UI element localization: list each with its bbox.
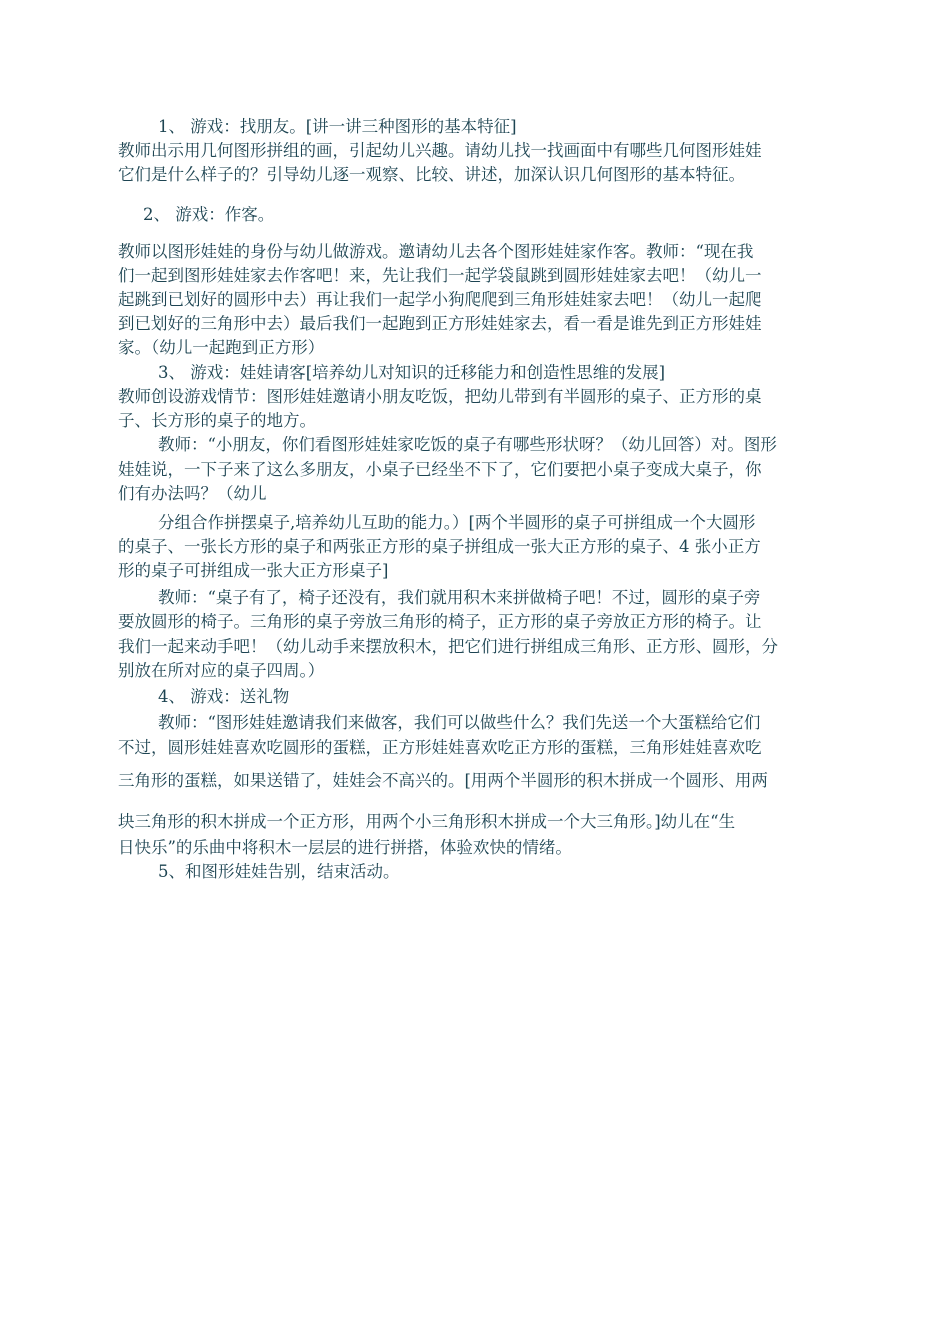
- paragraph-line: 起跳到已划好的圆形中去）再让我们一起学小狗爬爬到三角形娃娃家去吧！（幼儿一起爬: [118, 290, 762, 309]
- paragraph-line: 三角形的蛋糕，如果送错了，娃娃会不高兴的。[用两个半圆形的积木拼成一个圆形、用两: [118, 771, 768, 790]
- paragraph-line: 块三角形的积木拼成一个正方形，用两个小三角形积木拼成一个大三角形。]幼儿在“生: [118, 812, 736, 831]
- paragraph-line: 形的桌子可拼组成一张大正方形桌子]: [118, 561, 389, 580]
- paragraph-line: 子、长方形的桌子的地方。: [118, 411, 316, 430]
- paragraph-line: 要放圆形的椅子。三角形的桌子旁放三角形的椅子，正方形的桌子旁放正方形的椅子。让: [118, 612, 762, 631]
- paragraph-line: 们有办法吗？（幼儿: [118, 484, 267, 503]
- paragraph-line: 我们一起来动手吧！（幼儿动手来摆放积木，把它们进行拼组成三角形、正方形、圆形，分: [118, 637, 778, 656]
- paragraph-line: 教师创设游戏情节：图形娃娃邀请小朋友吃饭，把幼儿带到有半圆形的桌子、正方形的桌: [118, 387, 762, 406]
- paragraph-line: 的桌子、一张长方形的桌子和两张正方形的桌子拼组成一张大正方形的桌子、4 张小正方: [118, 537, 761, 556]
- section-1-heading: 1、 游戏：找朋友。[讲一讲三种图形的基本特征]: [158, 117, 517, 136]
- paragraph-line: 教师：“图形娃娃邀请我们来做客，我们可以做些什么？我们先送一个大蛋糕给它们: [158, 713, 761, 732]
- paragraph-line: 它们是什么样子的？引导幼儿逐一观察、比较、讲述，加深认识几何图形的基本特征。: [118, 165, 745, 184]
- paragraph-line: 教师：“小朋友，你们看图形娃娃家吃饭的桌子有哪些形状呀？（幼儿回答）对。图形: [158, 435, 777, 454]
- paragraph-line: 到已划好的三角形中去）最后我们一起跑到正方形娃娃家去，看一看是谁先到正方形娃娃: [118, 314, 762, 333]
- section-4-heading: 4、 游戏：送礼物: [158, 687, 290, 706]
- paragraph-line: 家。（幼儿一起跑到正方形）: [118, 338, 325, 357]
- paragraph-line: 教师：“桌子有了，椅子还没有，我们就用积木来拼做椅子吧！不过，圆形的桌子旁: [158, 588, 761, 607]
- paragraph-line: 教师出示用几何图形拼组的画，引起幼儿兴趣。请幼儿找一找画面中有哪些几何图形娃娃: [118, 141, 762, 160]
- paragraph-line: 娃娃说，一下子来了这么多朋友，小桌子已经坐不下了，它们要把小桌子变成大桌子，你: [118, 460, 762, 479]
- paragraph-line: 分组合作拼摆桌子,培养幼儿互助的能力。）[两个半圆形的桌子可拼组成一个大圆形: [158, 513, 756, 532]
- section-3-heading: 3、 游戏：娃娃请客[培养幼儿对知识的迁移能力和创造性思维的发展]: [158, 363, 666, 382]
- section-2-heading: 2、 游戏：作客。: [143, 205, 275, 224]
- paragraph-line: 日快乐”的乐曲中将积木一层层的进行拼搭，体验欢快的情绪。: [118, 838, 572, 857]
- paragraph-line: 别放在所对应的桌子四周。）: [118, 661, 325, 680]
- section-5-heading: 5、和图形娃娃告别，结束活动。: [158, 862, 400, 881]
- paragraph-line: 不过，圆形娃娃喜欢吃圆形的蛋糕，正方形娃娃喜欢吃正方形的蛋糕，三角形娃娃喜欢吃: [118, 738, 762, 757]
- paragraph-line: 教师以图形娃娃的身份与幼儿做游戏。邀请幼儿去各个图形娃娃家作客。教师：“现在我: [118, 242, 754, 261]
- paragraph-line: 们一起到图形娃娃家去作客吧！来，先让我们一起学袋鼠跳到圆形娃娃家去吧！（幼儿一: [118, 266, 762, 285]
